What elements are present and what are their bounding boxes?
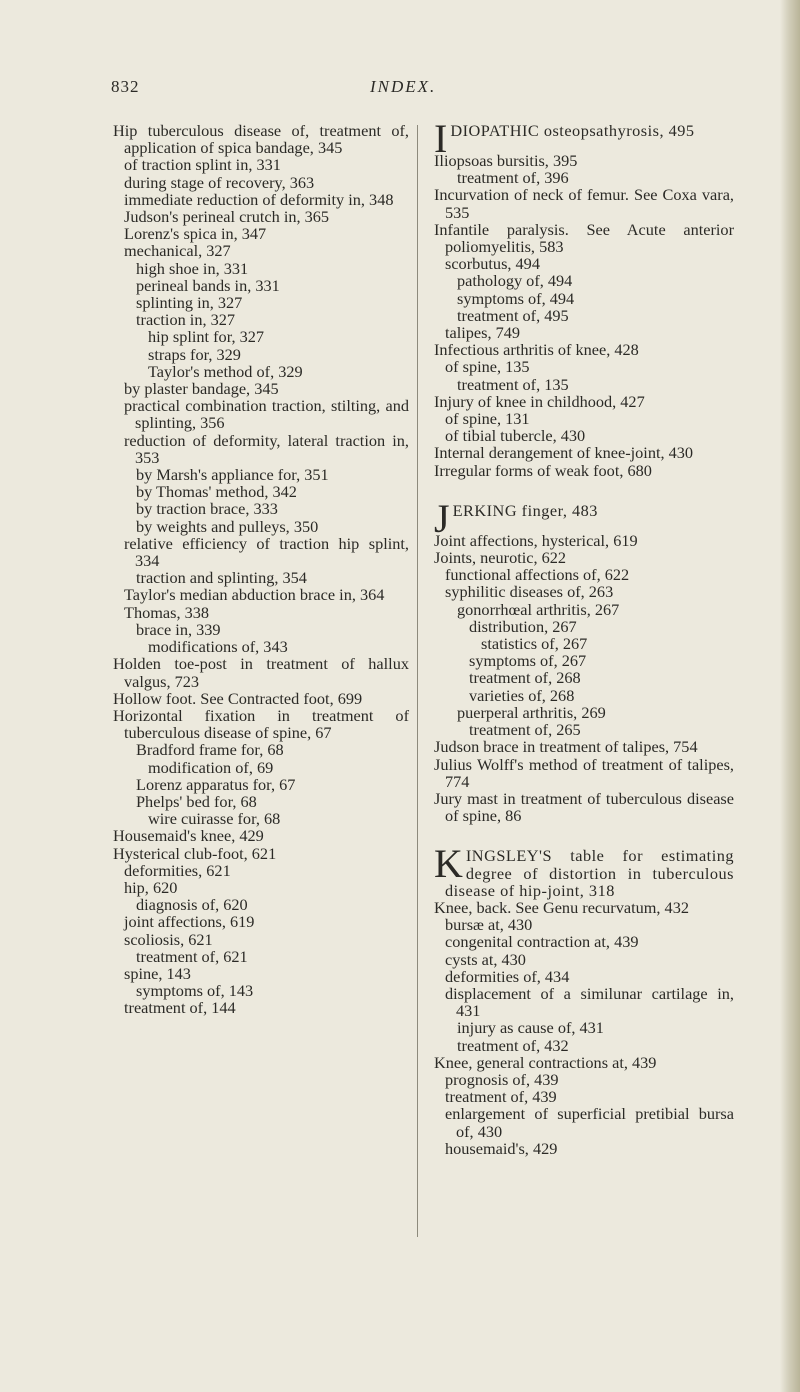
index-entry: brace in, 339: [136, 619, 221, 639]
index-entry: varieties of, 268: [469, 685, 575, 705]
index-entry: treatment of, 396: [457, 168, 569, 188]
index-entry: Phelps' bed for, 68: [136, 791, 257, 811]
index-entry: symptoms of, 494: [457, 288, 575, 308]
drop-cap: I: [434, 116, 448, 161]
index-entry: gonorrhœal arthritis, 267: [457, 599, 620, 619]
index-entry: treatment of, 439: [445, 1087, 557, 1107]
index-entry: immediate reduction of deformity in, 348: [124, 189, 394, 209]
index-entry: treatment of, 268: [469, 668, 581, 688]
lead-entry-text: ERKING finger, 483: [452, 500, 598, 520]
index-entry: puerperal arthritis, 269: [457, 702, 606, 722]
index-entry: Hysterical club-foot, 621: [113, 843, 277, 863]
index-entry: pathology of, 494: [457, 271, 573, 291]
index-entry: by plaster bandage, 345: [124, 379, 279, 399]
index-entry: scorbutus, 494: [445, 254, 540, 274]
index-entry: by Thomas' method, 342: [136, 482, 297, 502]
page-header: [0, 77, 800, 101]
lead-entry-text: INGSLEY'S table for estimating degree of distortion in tuberculous disease of hip-joint, 318: [445, 846, 734, 900]
index-entry: wire cuirasse for, 68: [148, 809, 281, 829]
index-entry: deformities, 621: [124, 860, 231, 880]
index-entry: of traction splint in, 331: [124, 155, 281, 175]
index-entry: treatment of, 621: [136, 946, 248, 966]
index-entry: Bradford frame for, 68: [136, 740, 284, 760]
index-entry: deformities of, 434: [445, 966, 570, 986]
index-entry: of spine, 131: [445, 409, 530, 429]
index-entry: Irregular forms of weak foot, 680: [434, 460, 652, 480]
index-entry: diagnosis of, 620: [136, 895, 248, 915]
index-entry: straps for, 329: [148, 344, 241, 364]
index-entry: treatment of, 432: [457, 1035, 569, 1055]
index-entry: perineal bands in, 331: [136, 275, 280, 295]
drop-cap: J: [434, 495, 450, 541]
index-entry: Hip tuberculous disease of, treatment of, application of spica bandage, 345: [113, 121, 409, 158]
index-entry: by traction brace, 333: [136, 499, 278, 519]
index-entry: modification of, 69: [148, 757, 274, 777]
index-entry: modifications of, 343: [148, 637, 288, 657]
index-entry: Julius Wolff's method of treatment of talipes, 774: [434, 754, 734, 791]
index-entry: mechanical, 327: [124, 241, 231, 261]
index-entry: hip, 620: [124, 877, 178, 897]
index-entry: injury as cause of, 431: [457, 1018, 604, 1038]
index-entry: housemaid's, 429: [445, 1138, 558, 1158]
index-entry: relative efficiency of traction hip splint, 334: [124, 533, 409, 571]
index-entry: Knee, back. See Genu recurvatum, 432: [434, 897, 689, 917]
index-entry: high shoe in, 331: [136, 258, 249, 278]
index-entry: treatment of, 265: [469, 720, 581, 740]
index-entry: Taylor's median abduction brace in, 364: [124, 585, 385, 605]
index-entry: by Marsh's appliance for, 351: [136, 465, 329, 485]
index-entry: Internal derangement of knee-joint, 430: [434, 443, 694, 463]
section-gap: [434, 479, 734, 502]
index-entry: bursæ at, 430: [445, 915, 533, 935]
index-entry: during stage of recovery, 363: [124, 172, 315, 192]
index-entry: Knee, general contractions at, 439: [434, 1052, 657, 1072]
index-entry: Horizontal fixation in treatment of tuberculous disease of spine, 67: [113, 705, 409, 743]
index-entry: Taylor's method of, 329: [148, 361, 303, 381]
drop-cap: K: [434, 841, 463, 887]
index-entry: distribution, 267: [469, 616, 577, 636]
index-entry: Hollow foot. See Contracted foot, 699: [113, 688, 363, 708]
index-entry: Joint affections, hysterical, 619: [434, 530, 638, 550]
index-entry: symptoms of, 267: [469, 651, 587, 671]
index-entry: of tibial tubercle, 430: [445, 426, 586, 446]
index-entry: syphilitic diseases of, 263: [445, 582, 614, 602]
index-entry: traction and splinting, 354: [136, 568, 307, 588]
index-entry: Holden toe-post in treatment of hallux valgus, 723: [113, 654, 409, 691]
index-entry: scoliosis, 621: [124, 929, 213, 949]
index-entry: splinting in, 327: [136, 293, 243, 313]
page-number: 832: [111, 77, 140, 96]
column-divider: [417, 125, 418, 1237]
index-entry: joint affections, 619: [124, 912, 255, 932]
index-entry: enlargement of superficial pretibial bursa of, 430: [445, 1104, 734, 1141]
index-entry: prognosis of, 439: [445, 1069, 559, 1089]
index-entry: Infectious arthritis of knee, 428: [434, 340, 639, 360]
index-entry: Housemaid's knee, 429: [113, 826, 264, 846]
index-entry: Incurvation of neck of femur. See Coxa vara, 535: [434, 185, 734, 222]
index-entry: Injury of knee in childhood, 427: [434, 391, 645, 411]
index-entry: Jury mast in treatment of tuberculous disease of spine, 86: [434, 788, 734, 826]
index-entry: cysts at, 430: [445, 949, 526, 969]
index-entry: treatment of, 144: [124, 998, 236, 1018]
index-entry: spine, 143: [124, 963, 191, 983]
index-entry: Iliopsoas bursitis, 395: [434, 151, 578, 170]
index-entry: by weights and pulleys, 350: [136, 516, 319, 536]
running-head: INDEX.: [370, 77, 437, 96]
index-entry: functional affections of, 622: [445, 565, 630, 585]
page-edge: [780, 0, 800, 1392]
index-entry: Infantile paralysis. See Acute anterior poliomyelitis, 583: [434, 219, 734, 257]
index-entry: Judson's perineal crutch in, 365: [124, 207, 330, 227]
index-section-lead: [434, 841, 734, 900]
index-entry: Lorenz's spica in, 347: [124, 224, 267, 244]
section-gap: [434, 824, 734, 847]
index-entry: practical combination traction, stilting, and splinting, 356: [124, 396, 409, 433]
index-entry: talipes, 749: [445, 323, 521, 343]
index-entry: Joints, neurotic, 622: [434, 548, 567, 568]
index-entry: symptoms of, 143: [136, 981, 254, 1001]
index-entry: displacement of a similunar cartilage in, 431: [445, 983, 734, 1021]
index-entry: traction in, 327: [136, 310, 236, 330]
index-entry: reduction of deformity, lateral traction in, 353: [124, 430, 409, 467]
index-entry: Judson brace in treatment of talipes, 754: [434, 737, 698, 757]
lead-entry-text: DIOPATHIC osteopsathyrosis, 495: [450, 121, 695, 140]
index-entry: hip splint for, 327: [148, 327, 265, 347]
index-column-left: [113, 122, 409, 1017]
index-entry: Thomas, 338: [124, 602, 210, 622]
index-entry: of spine, 135: [445, 357, 530, 377]
index-entry: Lorenz apparatus for, 67: [136, 774, 296, 794]
index-entry: treatment of, 495: [457, 305, 569, 325]
index-entry: congenital contraction at, 439: [445, 932, 639, 952]
index-column-right: [434, 116, 734, 1158]
index-entry: treatment of, 135: [457, 374, 569, 394]
index-entry: statistics of, 267: [481, 634, 588, 654]
